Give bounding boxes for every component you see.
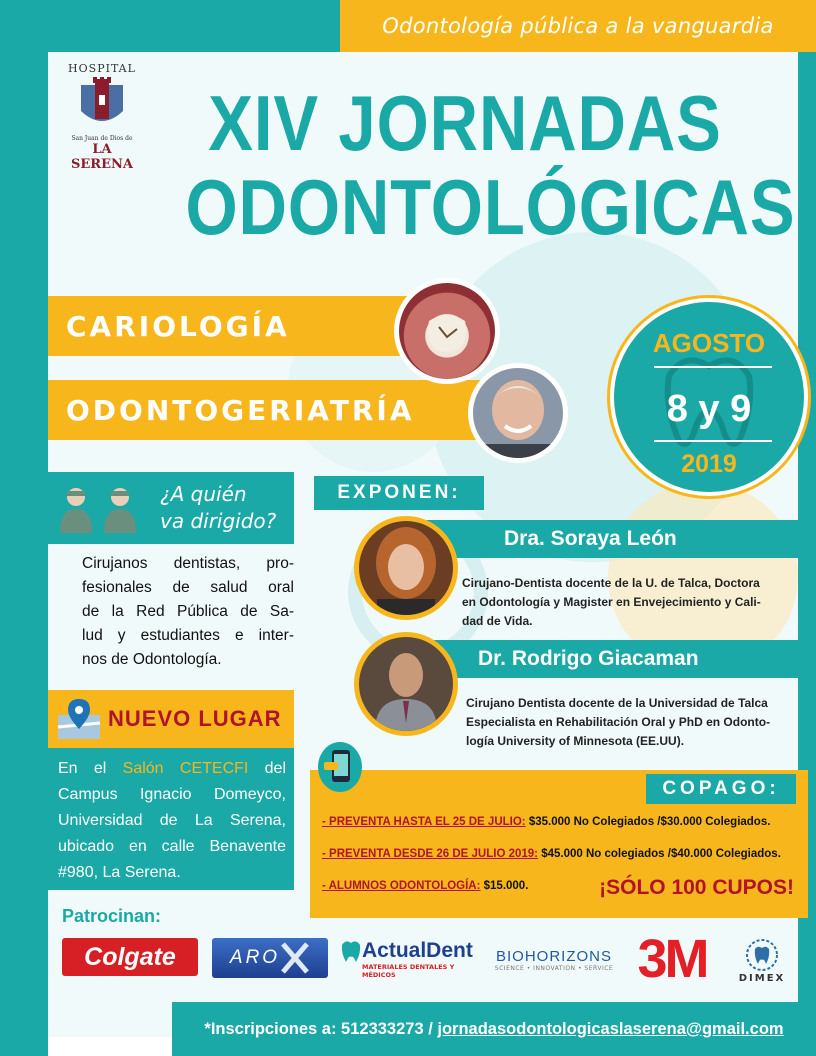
actualdent-logo-text: ActualDent [362,939,473,962]
biohorizons-logo-sub: SCIENCE • INNOVATION • SERVICE [494,965,614,972]
audience-line: lud y estudiantes e inter- [82,627,294,644]
venue-heading: NUEVO LUGAR [108,706,282,731]
colgate-logo [62,938,198,976]
doctors-icon [54,483,146,533]
arox-logo [212,938,328,978]
sponsors-heading: Patrocinan: [62,906,162,926]
date-badge [610,298,808,496]
venue-highlight: Salón CETECFI [122,760,249,777]
actualdent-tooth-icon [340,939,362,963]
tagline-banner [340,0,816,52]
arox-logo-text: ARO [229,947,281,968]
3m-logo-text: 3M [637,929,707,989]
venue-line: #980, La Serena. [58,864,181,881]
dimex-emblem-icon [745,937,779,973]
audience-text [82,552,294,672]
topic-band-odontogeriatria [48,380,518,440]
speaker-1-name: Dra. Soraya León [504,527,677,550]
audience-heading-2: va dirigido? [160,509,277,533]
actualdent-logo-sub: MATERIALES DENTALES Y MÉDICOS [362,963,455,979]
speaker-2-desc-line: Especialista en Rehabilitación Oral y PhD en Odonto- [466,715,771,729]
speaker-2-name-bar [400,640,808,678]
venue-line: Universidad de La Serena, [58,812,286,829]
tagline: Odontología pública a la vanguardia [382,14,774,38]
speakers-heading-box [314,476,484,510]
venue-heading-box [48,690,294,748]
3m-logo [624,929,720,989]
copago-heading-box [646,774,796,804]
speaker-2-desc [466,694,808,751]
topic-cariologia: CARIOLOGÍA [66,309,290,343]
speaker-1-desc [462,574,808,631]
speaker-2-name: Dr. Rodrigo Giacaman [478,647,699,670]
cupos-notice: ¡SÓLO 100 CUPOS! [599,876,794,899]
footer-bar [172,1002,816,1056]
audience-line: Cirujanos dentistas, pro- [82,555,294,572]
footer-prefix: *Inscripciones a: 512333273 / [204,1019,438,1038]
title-line-1: XIV JORNADAS [208,79,722,167]
elderly-man-icon [473,368,563,458]
phone-icon [318,742,362,792]
frame-left [0,0,48,1056]
speakers-heading: EXPONEN: [337,482,461,503]
venue-box [48,748,294,890]
date-days: 8 y 9 [666,388,752,430]
tooth-photo [394,278,500,384]
price-row [322,816,770,828]
speaker-2-portrait-icon [359,637,453,731]
actualdent-logo [340,938,480,980]
biohorizons-logo [490,942,618,978]
dimex-logo-text: DIMEX [738,972,786,984]
audience-line: de la Red Pública de Sa- [82,603,294,620]
elderly-man-photo [468,363,568,463]
price-label: - PREVENTA DESDE 26 DE JULIO 2019: [322,848,539,860]
biohorizons-logo-text: BIOHORIZONS [495,948,612,965]
audience-heading-box [48,472,294,544]
speaker-1-name-bar [400,520,808,558]
speaker-2-photo [354,632,458,736]
copago-box [310,770,808,918]
audience-heading-1: ¿A quién [160,482,247,506]
price-value: $35.000 No Colegiados /$30.000 Colegiados. [525,816,771,828]
date-month: AGOSTO [652,328,766,358]
price-row [322,848,781,860]
hospital-logo [62,62,142,172]
speaker-1-desc-line: dad de Vida. [462,614,533,628]
price-value: $45.000 No colegiados /$40.000 Colegiados. [538,848,781,860]
venue-line: Campus Ignacio Domeyco, [58,786,286,803]
footer-email-link[interactable]: jornadasodontologicaslaserena@gmail.com [437,1019,784,1038]
venue-line: del [248,760,287,777]
venue-prefix: En el [58,760,123,777]
map-pin-icon [56,697,102,741]
x-mark-icon [280,941,310,975]
speaker-2-desc-line: logía University of Minnesota (EE.UU). [466,734,685,748]
price-row [322,880,528,892]
speaker-1-photo [354,516,458,620]
hospital-crest-icon [75,75,129,131]
hospital-label: HOSPITAL [68,62,136,75]
hospital-small-label: San Juan de Dios de [71,135,133,142]
phone-badge [318,742,362,792]
hospital-city: LA SERENA [71,142,133,172]
audience-line: nos de Odontología. [82,651,222,668]
topic-odontogeriatria: ODONTOGERIATRÍA [66,393,415,427]
dimex-logo [728,928,796,992]
colgate-logo-text: Colgate [84,942,176,971]
price-value: $15.000. [480,880,529,892]
venue-line: ubicado en calle Benavente [58,838,286,855]
date-year: 2019 [681,450,737,478]
date-divider [654,366,772,368]
title-line-2: ODONTOLÓGICAS [185,163,796,251]
date-divider [654,440,772,442]
speaker-1-portrait-icon [359,521,453,615]
copago-heading: COPAGO: [662,778,780,799]
speaker-1-desc-line: en Odontología y Magister en Envejecimiento y Cali- [462,595,761,609]
price-label: - PREVENTA HASTA EL 25 DE JULIO: [322,816,526,828]
audience-line: fesionales de salud oral [82,579,294,596]
tooth-icon [399,283,495,379]
speaker-1-desc-line: Cirujano-Dentista docente de la U. de Talca, Doctora [462,576,760,590]
speaker-2-desc-line: Cirujano Dentista docente de la Universidad de Talca [466,696,768,710]
price-label: - ALUMNOS ODONTOLOGÍA: [322,880,481,892]
